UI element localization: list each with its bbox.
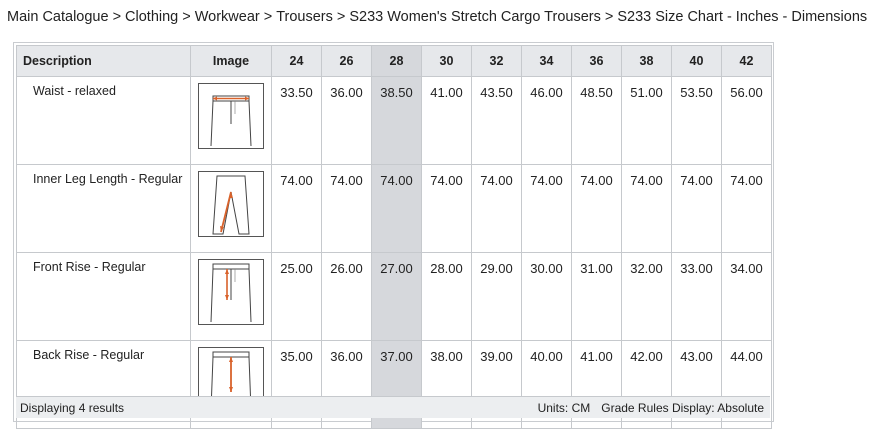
size-value-cell: 33.00 xyxy=(672,253,722,341)
row-description: Front Rise - Regular xyxy=(17,253,191,341)
breadcrumb-separator: > xyxy=(336,9,346,25)
front-rise-diagram-icon xyxy=(198,259,264,325)
column-header-size[interactable]: 38 xyxy=(622,46,672,77)
size-value-cell: 26.00 xyxy=(322,253,372,341)
size-value-cell: 32.00 xyxy=(622,253,672,341)
size-value-cell-highlighted: 38.50 xyxy=(372,77,422,165)
breadcrumb-separator: > xyxy=(112,9,122,25)
size-value-cell: 74.00 xyxy=(622,165,672,253)
grade-rules-label: Grade Rules Display: Absolute xyxy=(601,401,764,415)
column-header-size[interactable]: 36 xyxy=(572,46,622,77)
column-header-description[interactable]: Description xyxy=(17,46,191,77)
breadcrumb-item-clothing[interactable]: Clothing xyxy=(125,9,179,25)
size-value-cell: 29.00 xyxy=(472,253,522,341)
table-header-row xyxy=(17,46,772,77)
size-value-cell: 74.00 xyxy=(422,165,472,253)
size-value-cell-highlighted: 27.00 xyxy=(372,253,422,341)
size-value-cell: 30.00 xyxy=(522,253,572,341)
units-info xyxy=(538,401,764,415)
breadcrumb-item-product[interactable]: S233 Women's Stretch Cargo Trousers xyxy=(349,9,601,25)
column-header-size[interactable]: 24 xyxy=(272,46,322,77)
size-value-cell: 74.00 xyxy=(472,165,522,253)
size-value-cell: 34.00 xyxy=(722,253,772,341)
size-value-cell: 40.00 xyxy=(522,341,572,429)
size-value-cell: 39.00 xyxy=(472,341,522,429)
row-description: Inner Leg Length - Regular xyxy=(17,165,191,253)
size-value-cell: 41.00 xyxy=(422,77,472,165)
breadcrumb-separator: > xyxy=(604,9,614,25)
column-header-size[interactable]: 32 xyxy=(472,46,522,77)
table-footer xyxy=(16,396,770,418)
size-value-cell: 28.00 xyxy=(422,253,472,341)
column-header-image[interactable]: Image xyxy=(191,46,272,77)
column-header-size-highlighted[interactable]: 28 xyxy=(372,46,422,77)
breadcrumb-item-workwear[interactable]: Workwear xyxy=(194,9,260,25)
size-value-cell: 33.50 xyxy=(272,77,322,165)
size-value-cell: 53.50 xyxy=(672,77,722,165)
size-value-cell: 31.00 xyxy=(572,253,622,341)
column-header-size[interactable]: 42 xyxy=(722,46,772,77)
results-count: Displaying 4 results xyxy=(20,401,125,415)
size-chart-panel xyxy=(13,42,774,422)
size-value-cell: 38.00 xyxy=(422,341,472,429)
size-value-cell: 25.00 xyxy=(272,253,322,341)
table-row xyxy=(17,77,772,165)
breadcrumb-separator: > xyxy=(263,9,273,25)
table-row xyxy=(17,253,772,341)
breadcrumb-item-trousers[interactable]: Trousers xyxy=(276,9,333,25)
breadcrumb-separator: > xyxy=(182,9,191,25)
inner-leg-diagram-icon xyxy=(198,171,264,237)
breadcrumb xyxy=(7,9,867,25)
row-image-cell xyxy=(191,165,272,253)
size-value-cell: 48.50 xyxy=(572,77,622,165)
size-chart-table xyxy=(16,45,772,429)
size-value-cell: 56.00 xyxy=(722,77,772,165)
size-value-cell-highlighted: 37.00 xyxy=(372,341,422,429)
size-value-cell: 41.00 xyxy=(572,341,622,429)
size-value-cell: 74.00 xyxy=(672,165,722,253)
row-image-cell xyxy=(191,77,272,165)
size-value-cell: 74.00 xyxy=(272,165,322,253)
size-value-cell: 74.00 xyxy=(722,165,772,253)
table-row xyxy=(17,165,772,253)
units-label: Units: CM xyxy=(537,401,591,415)
row-image-cell xyxy=(191,253,272,341)
size-value-cell-highlighted: 74.00 xyxy=(372,165,422,253)
size-value-cell: 36.00 xyxy=(322,77,372,165)
size-value-cell: 43.00 xyxy=(672,341,722,429)
size-value-cell: 43.50 xyxy=(472,77,522,165)
column-header-size[interactable]: 26 xyxy=(322,46,372,77)
size-value-cell: 51.00 xyxy=(622,77,672,165)
waist-diagram-icon xyxy=(198,83,264,149)
size-value-cell: 74.00 xyxy=(572,165,622,253)
size-value-cell: 44.00 xyxy=(722,341,772,429)
breadcrumb-item-current: S233 Size Chart - Inches - Dimensions xyxy=(617,9,868,25)
size-value-cell: 74.00 xyxy=(322,165,372,253)
size-value-cell: 46.00 xyxy=(522,77,572,165)
size-value-cell: 36.00 xyxy=(322,341,372,429)
size-value-cell: 35.00 xyxy=(272,341,322,429)
row-description: Waist - relaxed xyxy=(17,77,191,165)
column-header-size[interactable]: 40 xyxy=(672,46,722,77)
row-description: Back Rise - Regular xyxy=(17,341,191,429)
column-header-size[interactable]: 30 xyxy=(422,46,472,77)
size-value-cell: 74.00 xyxy=(522,165,572,253)
breadcrumb-item-main-catalogue[interactable]: Main Catalogue xyxy=(7,9,109,25)
size-value-cell: 42.00 xyxy=(622,341,672,429)
column-header-size[interactable]: 34 xyxy=(522,46,572,77)
